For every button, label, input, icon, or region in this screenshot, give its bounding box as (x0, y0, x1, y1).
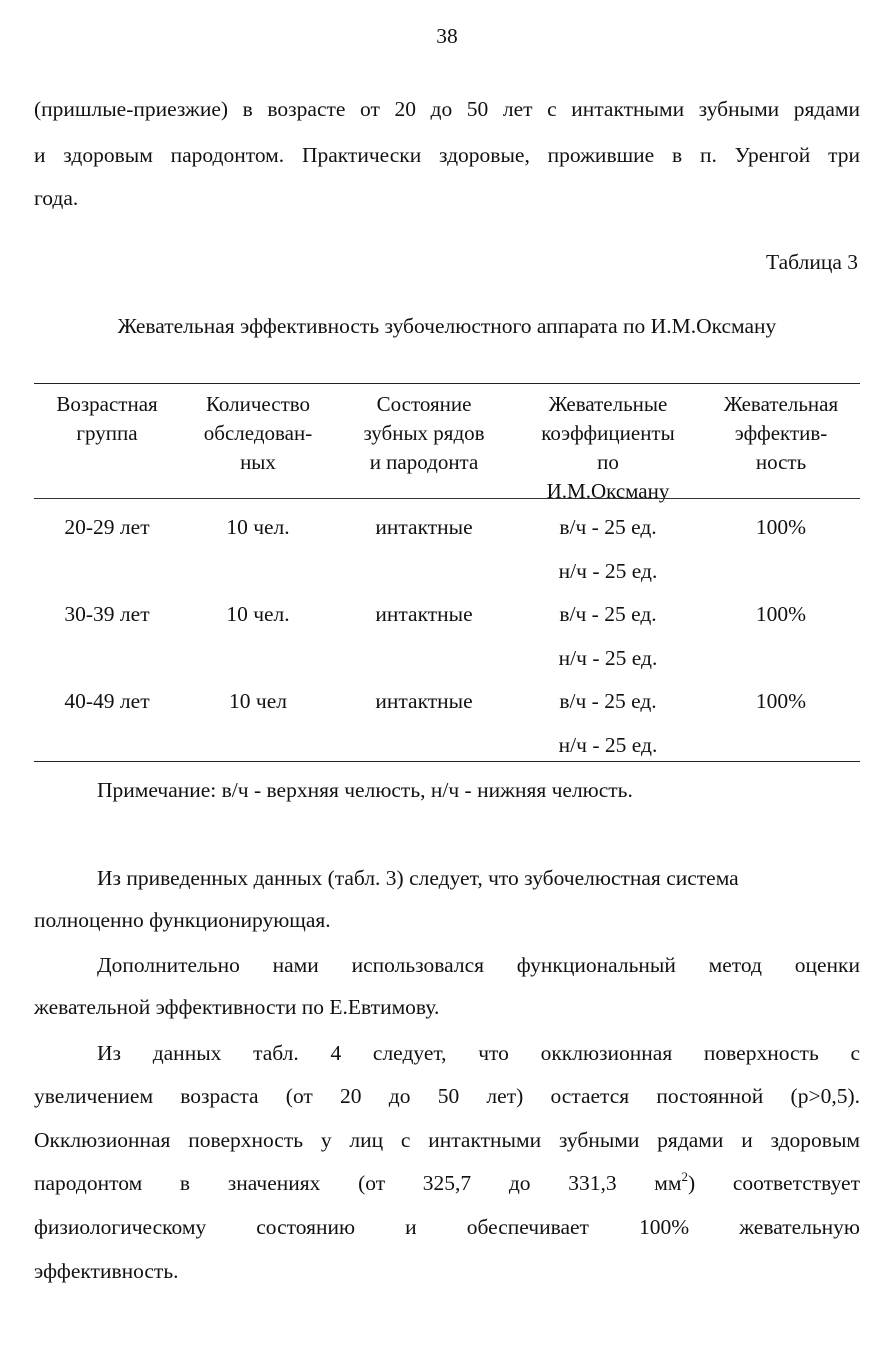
table-bottom-rule (34, 761, 860, 762)
table-label: Таблица 3 (766, 250, 858, 274)
header-chewing-coefficients: Жевательные коэффициенты по И.М.Оксману (541, 392, 675, 503)
cell-efficiency: 100% (755, 515, 807, 539)
paragraph-3-line-2: увеличением возраста (от 20 до 50 лет) остается постоянной (p>0,5). (34, 1084, 860, 1108)
cell-efficiency: 100% (755, 689, 807, 713)
cell-upper-jaw: в/ч - 25 ед. (559, 602, 657, 626)
header-age-group: Возрастная группа (56, 392, 158, 445)
header-chewing-efficiency: Жевательная эффектив- ность (723, 392, 839, 474)
cell-state: интактные (375, 602, 473, 626)
table-header-rule (34, 498, 860, 499)
cell-age: 30-39 лет (64, 602, 150, 626)
paragraph-3-line-5: физиологическому состоянию и обеспечивает 100% жевательную (34, 1215, 860, 1239)
cell-lower-jaw: н/ч - 25 ед. (558, 733, 658, 757)
cell-upper-jaw: в/ч - 25 ед. (559, 515, 657, 539)
cell-upper-jaw: в/ч - 25 ед. (559, 689, 657, 713)
cell-lower-jaw: н/ч - 25 ед. (558, 559, 658, 583)
intro-line-2: и здоровым пародонтом. Практически здоровые, прожившие в п. Уренгой три (34, 143, 860, 167)
paragraph-3-line-3: Окклюзионная поверхность у лиц с интактными зубными рядами и здоровым (34, 1128, 860, 1152)
cell-age: 40-49 лет (64, 689, 150, 713)
cell-count: 10 чел. (226, 515, 290, 539)
table-title: Жевательная эффективность зубочелюстного аппарата по И.М.Оксману (117, 314, 777, 338)
header-dental-state: Состояние зубных рядов и пародонта (363, 392, 485, 474)
table-note: Примечание: в/ч - верхняя челюсть, н/ч - нижняя челюсть. (97, 778, 633, 802)
intro-line-3: года. (34, 186, 79, 210)
cell-lower-jaw: н/ч - 25 ед. (558, 646, 658, 670)
intro-line-1: (пришлые-приезжие) в возрасте от 20 до 50 лет с интактными зубными рядами (34, 97, 860, 121)
header-examined-count: Количество обследован- ных (203, 392, 313, 474)
paragraph-2-line-2: жевательной эффективности по Е.Евтимову. (34, 995, 440, 1019)
paragraph-1-line-2: полноценно функционирующая. (34, 908, 331, 932)
cell-state: интактные (375, 515, 473, 539)
table-top-rule (34, 383, 860, 384)
page-number: 38 (436, 24, 458, 48)
paragraph-3-line-6: эффективность. (34, 1259, 179, 1283)
cell-count: 10 чел (229, 689, 287, 713)
cell-state: интактные (375, 689, 473, 713)
paragraph-3-line-1: Из данных табл. 4 следует, что окклюзионная поверхность с (97, 1041, 860, 1065)
paragraph-2-line-1: Дополнительно нами использовался функциональный метод оценки (97, 953, 860, 977)
cell-count: 10 чел. (226, 602, 290, 626)
cell-efficiency: 100% (755, 602, 807, 626)
paragraph-3-line-4: пародонтом в значениях (от 325,7 до 331,3 $мм^2$) соответствует (34, 1169, 860, 1195)
cell-age: 20-29 лет (64, 515, 150, 539)
paragraph-1-line-1: Из приведенных данных (табл. 3) следует, что зубочелюстная система (97, 866, 739, 890)
